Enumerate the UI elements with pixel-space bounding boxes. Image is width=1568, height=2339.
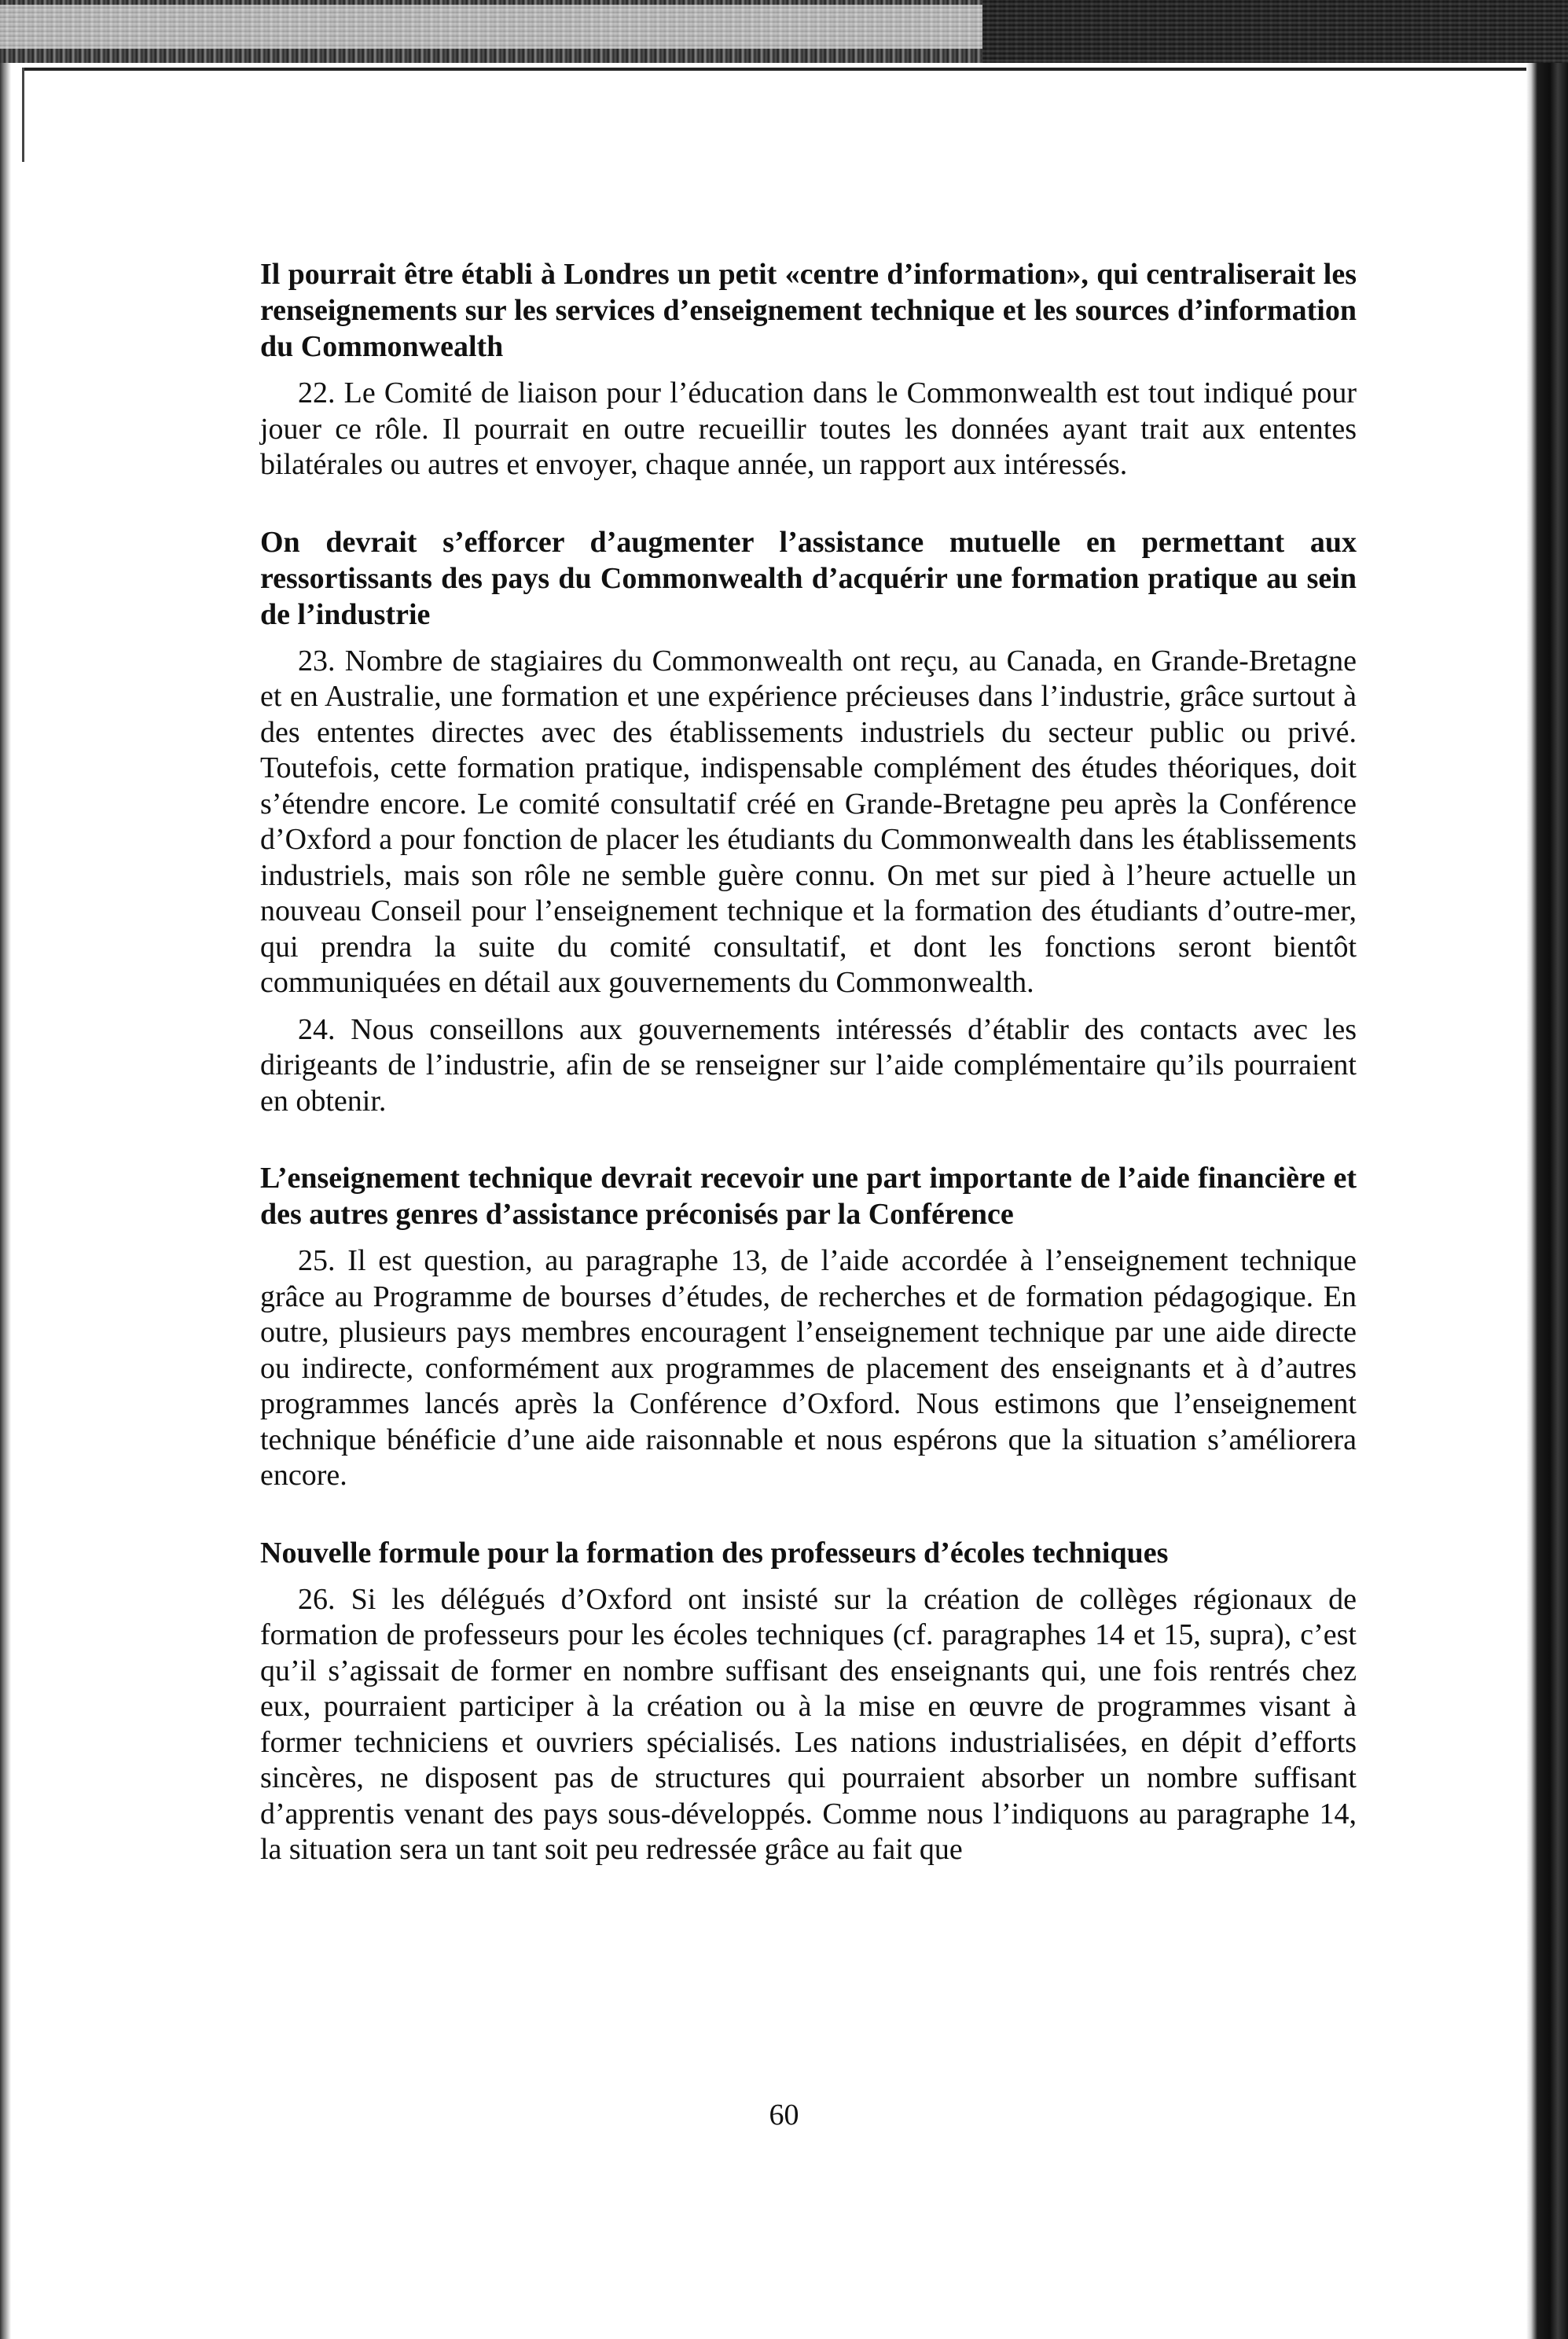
scan-frame-line — [24, 68, 1540, 71]
paragraph-23: 23. Nombre de stagiaires du Commonwealth ont reçu, au Canada, en Grande-Bretagne et en Australie, une formation et une expérience précieuses dans l’industrie, grâce surtout à des ententes directes avec des établissements industriels du secteur public ou privé. Toutefois, cette formation pratique, indispensable complément des études théoriques, doit s’étendre encore. Le comité consultatif créé en Grande-Bretagne peu après la Conférence d’Oxford a pour fonction de placer les étudiants du Commonwealth dans les établissements industriels, mais son rôle ne semble guère connu. On met sur pied à l’heure actuelle un nouveau Conseil pour l’enseignement technique et la formation des étudiants d’outre-mer, qui prendra la suite du comité consultatif, et dont les fonctions seront bientôt communiquées en détail aux gouvernements du Commonwealth. — [260, 644, 1357, 999]
scan-edge-top-light — [0, 5, 982, 49]
paragraph-26: 26. Si les délégués d’Oxford ont insisté sur la création de collèges régionaux de formation de professeurs pour les écoles techniques (cf. paragraphes 14 et 15, supra), c’est qu’il s’agissait de former en nombre suffisant des enseignants qui, une fois rentrés chez eux, pourraient participer à la création ou à la mise en œuvre de programmes visant à former techniciens et ouvriers spécialisés. Les nations industrialisées, en dépit d’efforts sincères, ne disposent pas de structures qui pourraient absorber un nombre suffisant d’apprentis venant des pays sous-développés. Comme nous l’indiquons au paragraphe 14, la situation sera un tant soit peu redressée grâce au fait que — [260, 1582, 1357, 1866]
scan-edge-top — [0, 0, 1568, 63]
scan-edge-right — [1526, 63, 1568, 2339]
paragraph-25: 25. Il est question, au paragraphe 13, de l’aide accordée à l’enseignement technique grâce au Programme de bourses d’études, de recherches et de formation pédagogique. En outre, plusieurs pays membres encouragent l’enseignement technique par une aide directe ou indirecte, conformément aux programmes de placement des enseignants et à d’autres programmes lancés après la Conférence d’Oxford. Nous estimons que l’enseignement technique bénéficie d’une aide raisonnable et nous espérons que la situation s’améliorera encore. — [260, 1244, 1357, 1492]
paragraph-24: 24. Nous conseillons aux gouvernements intéressés d’établir des contacts avec les dirigeants de l’industrie, afin de se renseigner sur l’aide complémentaire qu’ils pourraient en obtenir. — [260, 1012, 1357, 1118]
section-heading: On devrait s’efforcer d’augmenter l’assistance mutuelle en permettant aux ressortissants des pays du Commonwealth d’acquérir une formation pratique au sein de l’industrie — [260, 525, 1357, 631]
scan-frame-left-mark — [22, 68, 24, 162]
page-number: 60 — [769, 2098, 799, 2132]
section-heading: L’enseignement technique devrait recevoir une part importante de l’aide financière et des autres genres d’assistance préconisés par la Conférence — [260, 1162, 1357, 1231]
section-heading: Il pourrait être établi à Londres un petit «centre d’information», qui centraliserait les renseignements sur les services d’enseignement technique et les sources d’information du Commonwealth — [260, 258, 1357, 363]
paragraph-22: 22. Le Comité de liaison pour l’éducation dans le Commonwealth est tout indiqué pour jouer ce rôle. Il pourrait en outre recueillir toutes les données ayant trait aux ententes bilatérales ou autres et envoyer, chaque année, un rapport aux intéressés. — [260, 376, 1357, 481]
scan-edge-left — [0, 63, 11, 2339]
scan-edge-top-dark — [982, 0, 1568, 63]
section-heading: Nouvelle formule pour la formation des professeurs d’écoles techniques — [260, 1536, 1169, 1570]
page-body — [260, 256, 1357, 1868]
